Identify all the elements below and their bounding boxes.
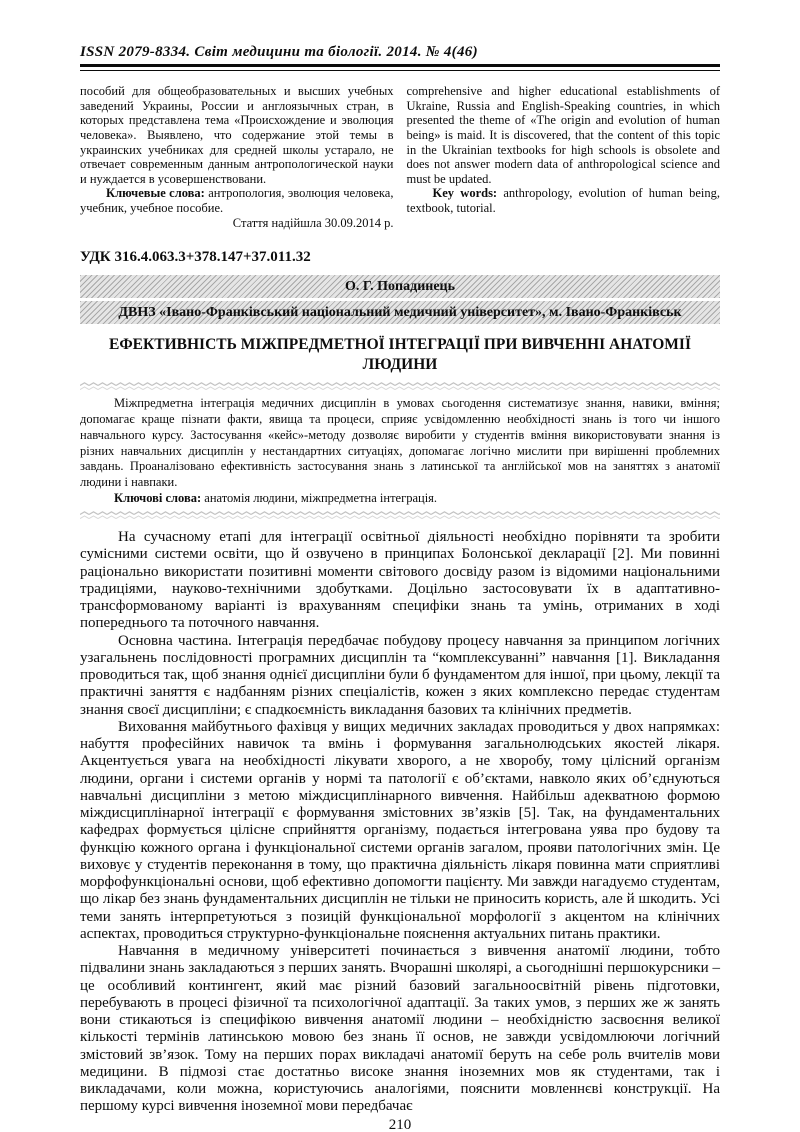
english-keywords-label: Key words: [432,186,498,201]
article-body [80,529,720,1116]
russian-abstract-text: пособий для общеобразовательных и высших учебных заведений Украины, России и англоязычных стран, в которых представлена тема «Происхождение и эволюция человека». Выявлено, что содержание этой темы в украинских учебниках для средней школы устарало, не отвечает современным данным антропологической науки и нуждается в усовершенствовани. [80,84,394,186]
russian-keywords [80,186,394,215]
prev-article-columns [80,84,720,230]
english-keywords-text: anthropology, evolution of human being, textbook, tutorial. [406,186,720,215]
russian-keywords-label: Ключевые слова: [106,186,205,201]
body-paragraph: На сучасному етапі для інтеграції освітньої діяльності необхідно порівняти та зробити сумісними системи освіти, що й озвучено в принципах Болонської декларації [2]. Ми повинні раціонально використати позитивні моменти світового досвіду разом із відомими національними традиціями, науково-технічними здобутками. Доцільно застосовувати їх в адаптативно-трансформованому варіанті із врахуванням специфіки знань та умінь, отриманих в ході попереднього та поточного навчання. [80,529,720,632]
page-number: 210 [388,1116,412,1132]
column-russian [80,84,394,230]
journal-header: ISSN 2079-8334. Світ медицини та біології. 2014. № 4(46) [80,44,478,60]
body-paragraph: Виховання майбутнього фахівця у вищих медичних закладах проводиться у двох напрямках: набуття професійних навичок та вмінь і формування загальнолюдських якостей лікаря. Акцентується увага на необхідності лікувати хворого, а не хворобу, тому цілісний організм людини, органи і системи органів у нормі та патології є об’єктами, навколо яких об’єднуються навчальні дисципліни з метою міждисциплінарного вивчення. Найбільш адекватною формою міждисциплінарної інтеграції є формування змістовних зв’язків [5]. Так, на фундаментальних кафедрах формується цілісне сприйняття організму, подається інтегрована уява про будову та функцію кожного органа і функціональної системи органів загалом, прояви патологічних змін. Це виховує у студентів переконання в тому, що практична діяльність лікаря повинна мати сприятливі морфофункціональні основи, щоб ефективно допомогти пацієнту. Ми завжди нагадуємо студентам, що лікар без знань фундаментальних дисциплін не тільки не приносить користь, але й шкодить. Усі теми занять інтерпретуються з позицій функціональної морфології з акцентом на клінічних аспектах, проводиться структурно-функціональне пояснення актуальних питань практики. [80,718,720,942]
ukrainian-keywords-label: Ключові слова: [114,491,202,506]
header-rule-thick [80,64,720,67]
body-paragraph: Навчання в медичному університеті починається з вивчення анатомії людини, тобто підвалини знань закладаються з перших занять. Вчорашні школярі, а сьогоднішні першокурсники – це особливий контингент, який має різний базовий загальноосвітній рівень підготовки, перебувають в процесі фізичної та психологічної адаптації. За таких умов, з перших же ж занять вони стикаються із специфікою вивчення анатомії людини – необхідністю засвоєння великої кількості термінів латинською мовою без знань її основ, не завжди усвідомлюючи логічний змістовий зв’язок. Тому на перших порах викладачі анатомії беруть на себе роль вчителів мови медицини. В підмозі стає достатньо високе знання іноземних мов як студентами, так і викладачами, коли можна, користуючись аналогіями, пояснити мовленнєві конструкції. На першому курсі вивчення іноземної мови передбачає [80,943,720,1115]
english-abstract-text: comprehensive and higher educational establishments of Ukraine, Russia and English-Speaking countries, in which presented the theme of «The origin and evolution of human being» is maid. It is discovered, that the content of this topic in the Ukrainian textbooks for high schools is obsolete and does not answer modern data of anthropological science and must be updated. [406,84,720,186]
column-english [407,84,721,230]
affiliation-strip [80,301,720,324]
article-received-date: Стаття надійшла 30.09.2014 р. [232,215,394,230]
zigzag-divider-top [80,382,720,391]
affiliation: ДВНЗ «Івано-Франківський національний медичний університет», м. Івано-Франківськ [118,305,682,321]
russian-keywords-text: антропология, эволюция человека, учебник, учебное пособие. [80,186,394,215]
english-keywords [407,186,721,215]
header-rule-thin [80,70,720,71]
abstract-text: Міжпредметна інтеграція медичних дисциплін в умовах сьогодення систематизує знання, навики, вміння; допомагає краще пізнати факти, явища та процеси, сприяє усвідомленню необхідності знань із того чи іншого навчального курсу. Застосування «кейс»-методу дозволяє виробити у студентів вміння використовувати знання із різних навчальних дисциплін у нестандартних ситуаціях, допомагає логічно мислити при вирішенні проблемних завдань. Проаналізовано ефективність застосування знань з латинської та англійської мов на заняттях з анатомії людини і навпаки. [80,395,720,490]
ukrainian-keywords-text: анатомія людини, міжпредметна інтеграція. [201,491,438,506]
author-name: О. Г. Попадинець [344,279,456,295]
ukrainian-keywords [80,491,720,507]
author-name-strip [80,275,720,298]
zigzag-divider-bottom [80,511,720,520]
article-abstract [80,396,720,507]
author-block [80,275,720,324]
udc-code: УДК 316.4.063.3+378.147+37.011.32 [80,249,311,266]
body-paragraph: Основна частина. Інтеграція передбачає побудову процесу навчання за принципом логічних узагальнень послідовності програмних дисциплін та “комплексуванні” навчання [1]. Викладання проводиться так, щоб знання однієї дисципліни були б фундаментом для іншої, при цьому, лекції та практичні заняття є надбанням різних спеціалістів, кожен з яких комплексно передає студентам знання своєї дисципліни; є спадкоємність викладання базових та клінічних предметів. [80,632,720,718]
article-title: ЕФЕКТИВНІСТЬ МІЖПРЕДМЕТНОЇ ІНТЕГРАЦІЇ ПРИ ВИВЧЕННІ АНАТОМІЇ ЛЮДИНИ [109,336,691,374]
